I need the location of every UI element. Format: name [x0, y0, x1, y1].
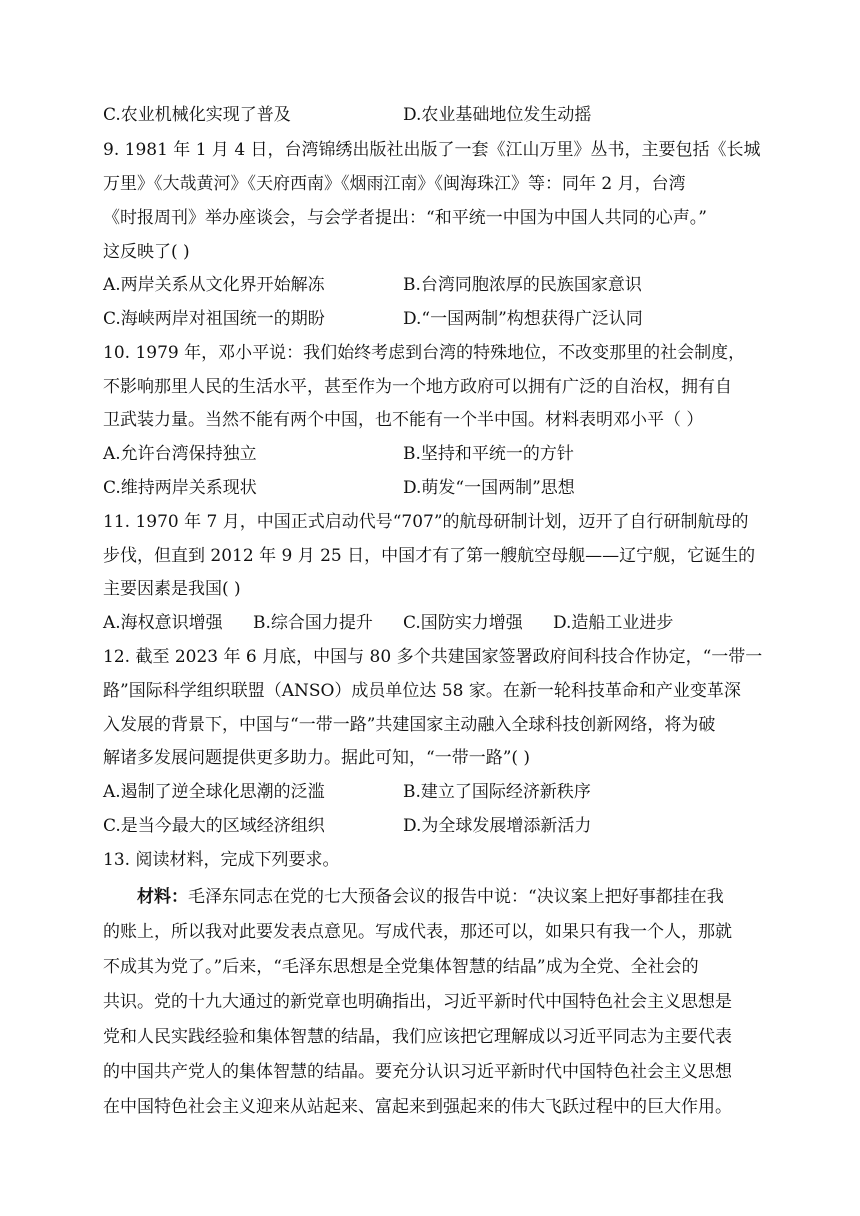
q13-title: 13. 阅读材料，完成下列要求。 [103, 850, 340, 870]
q12-option-c[interactable]: C.是当今最大的区域经济组织 [103, 816, 325, 836]
q12-options-row-cd [103, 815, 763, 837]
q13-material-line-4: 共识。党的十九大通过的新党章也明确指出，习近平新时代中国特色社会主义思想是 [103, 992, 732, 1012]
q12-option-d[interactable]: D.为全球发展增添新活力 [403, 816, 592, 836]
q9-option-c[interactable]: C.海峡两岸对祖国统一的期盼 [103, 309, 325, 329]
q13-material-label: 材料： [137, 887, 188, 907]
q13-material-line-5: 党和人民实践经验和集体智慧的结晶，我们应该把它理解成以习近平同志为主要代表 [103, 1027, 732, 1047]
q9-stem-line-3: 《时报周刊》举办座谈会，与会学者提出：“和平统一中国为中国人共同的心声。” [103, 208, 707, 228]
q12-option-a[interactable]: A.遏制了逆全球化思潮的泛滥 [103, 782, 325, 802]
q12-options-row-ab [103, 781, 763, 803]
q10-options-row-cd [103, 477, 763, 499]
q8-option-d[interactable]: D.农业基础地位发生动摇 [403, 105, 592, 125]
q11-option-a[interactable]: A.海权意识增强 [103, 613, 223, 633]
q9-option-b[interactable]: B.台湾同胞浓厚的民族国家意识 [403, 275, 642, 295]
q11-option-c[interactable]: C.国防实力增强 [403, 613, 523, 633]
q10-stem-line-1: 10. 1979 年，邓小平说：我们始终考虑到台湾的特殊地位，不改变那里的社会制度， [103, 343, 746, 363]
q11-option-d[interactable]: D.造船工业进步 [553, 613, 674, 633]
q13-material-line-7: 在中国特色社会主义迎来从站起来、富起来到强起来的伟大飞跃过程中的巨大作用。 [103, 1097, 732, 1117]
q12-stem-line-3: 入发展的背景下，中国与“一带一路”共建国家主动融入全球科技创新网络，将为破 [103, 715, 716, 735]
q13-material-line-6: 的中国共产党人的集体智慧的结晶。要充分认识习近平新时代中国特色社会主义思想 [103, 1062, 732, 1082]
q13-material-first: 毛泽东同志在党的七大预备会议的报告中说：“决议案上把好事都挂在我 [188, 887, 724, 907]
q11-option-b[interactable]: B.综合国力提升 [253, 613, 373, 633]
q10-option-a[interactable]: A.允许台湾保持独立 [103, 444, 257, 464]
q10-option-c[interactable]: C.维持两岸关系现状 [103, 478, 257, 498]
q9-stem-line-2: 万里》《大哉黄河》《天府西南》《烟雨江南》《闽海珠江》等：同年 2 月，台湾 [103, 174, 686, 194]
q10-stem-line-3: 卫武装力量。当然不能有两个中国，也不能有一个半中国。材料表明邓小平（ ） [103, 410, 704, 430]
q9-option-d[interactable]: D.“一国两制”构想获得广泛认同 [403, 309, 643, 329]
q11-options-row [103, 612, 763, 634]
q13-material-line-1 [137, 886, 724, 908]
q11-stem-line-1: 11. 1970 年 7 月，中国正式启动代号“707”的航母研制计划，迈开了自行研制航母的 [103, 512, 749, 532]
q12-stem-line-1: 12. 截至 2023 年 6 月底，中国与 80 多个共建国家签署政府间科技合作协定，“一带一 [103, 647, 763, 667]
q9-stem-line-4: 这反映了( ) [103, 242, 190, 262]
q9-stem-line-1: 9. 1981 年 1 月 4 日，台湾锦绣出版社出版了一套《江山万里》丛书，主要包括《长城 [103, 140, 761, 160]
q12-option-b[interactable]: B.建立了国际经济新秩序 [403, 782, 591, 802]
q9-options-row-cd [103, 308, 763, 330]
q13-material-line-2: 的账上，所以我对此要发表点意见。写成代表，那还可以，如果只有我一个人，那就 [103, 922, 732, 942]
q10-option-d[interactable]: D.萌发“一国两制”思想 [403, 478, 575, 498]
q9-option-a[interactable]: A.两岸关系从文化界开始解冻 [103, 275, 325, 295]
q10-stem-line-2: 不影响那里人民的生活水平，甚至作为一个地方政府可以拥有广泛的自治权，拥有自 [103, 377, 732, 397]
q12-stem-line-2: 路”国际科学组织联盟（ANSO）成员单位达 58 家。在新一轮科技革命和产业变革深 [103, 681, 741, 701]
q11-stem-line-2: 步伐，但直到 2012 年 9 月 25 日，中国才有了第一艘航空母舰——辽宁舰，它诞生的 [103, 546, 756, 566]
q8-options-row-cd [103, 104, 763, 126]
q9-options-row-ab [103, 274, 763, 296]
q11-stem-line-3: 主要因素是我国( ) [103, 579, 241, 599]
q8-option-c[interactable]: C.农业机械化实现了普及 [103, 105, 291, 125]
q10-option-b[interactable]: B.坚持和平统一的方针 [403, 444, 574, 464]
q12-stem-line-4: 解诸多发展问题提供更多助力。据此可知，“一带一路”( ) [103, 748, 531, 768]
q10-options-row-ab [103, 443, 763, 465]
q13-material-line-3: 不成其为党了。”后来，“毛泽东思想是全党集体智慧的结晶”成为全党、全社会的 [103, 957, 699, 977]
